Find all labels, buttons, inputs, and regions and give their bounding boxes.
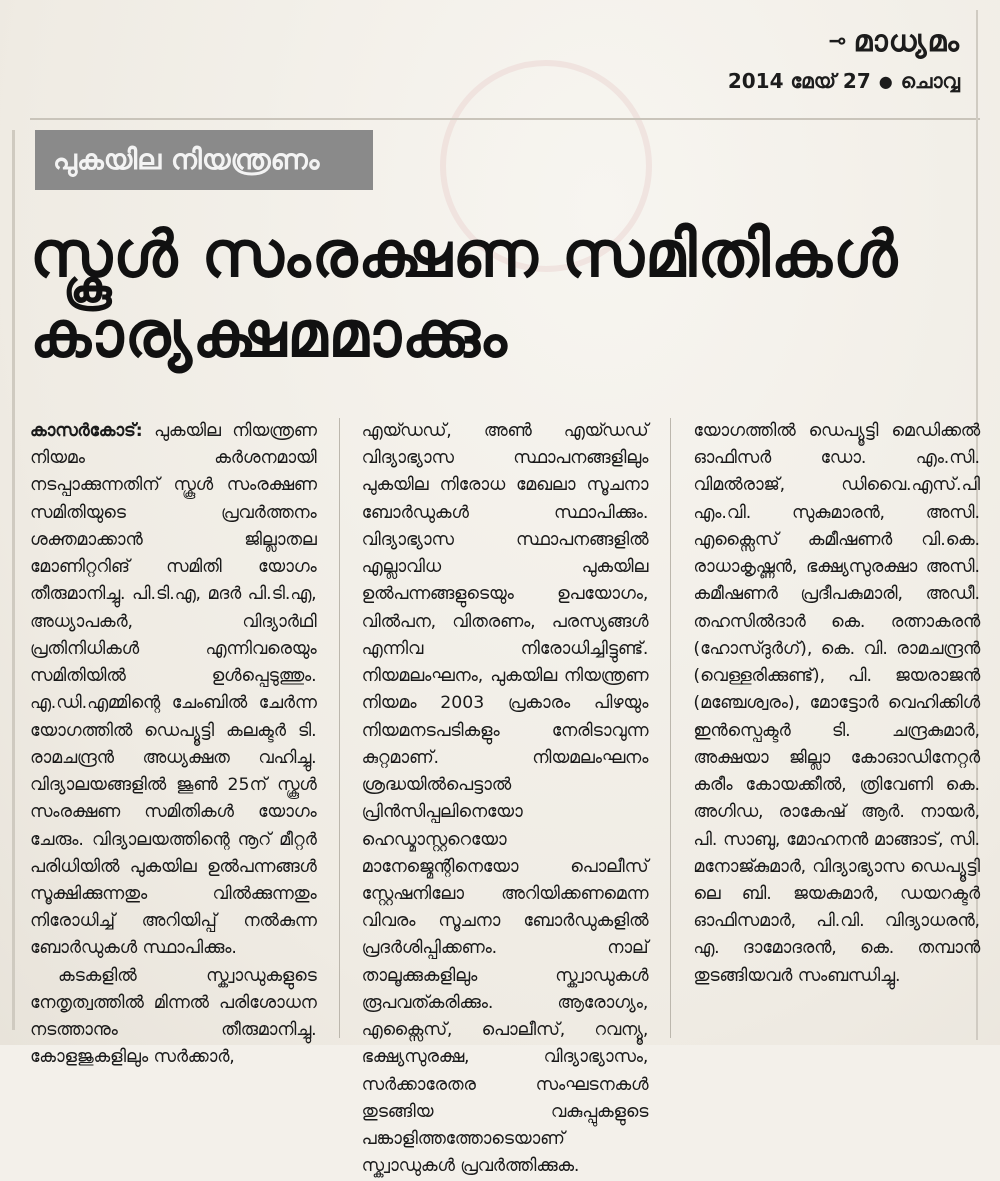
article-column-2: [361, 418, 649, 1177]
newspaper-brand: [728, 24, 960, 59]
bullet-icon: ●: [878, 71, 893, 91]
paragraph: [30, 418, 317, 963]
day-text: ചൊവ്വ: [900, 69, 960, 93]
article-column-1: [30, 418, 317, 1068]
paragraph: എയ്ഡഡ്, അൺ എയ്ഡഡ് വിദ്യാഭ്യാസ സ്ഥാപനങ്ങളിലും പുകയില നിരോധ മേഖലാ സൂചനാ ബോർഡുകൾ സ്ഥാപിക്കും. വിദ്യാഭ്യാസ സ്ഥാപനങ്ങളിൽ എല്ലാവിധ പുകയില ഉൽപന്നങ്ങളുടെയും ഉപയോഗം, വിൽപന, വിതരണം, പരസ്യങ്ങൾ എന്നിവ നിരോധിച്ചിട്ടുണ്ട്. നിയമലംഘനം, പുകയില നിയന്ത്രണ നിയമം 2003 പ്രകാരം പിഴയും നിയമനടപടികളും നേരിടാവുന്ന കുറ്റമാണ്. നിയമലംഘനം ശ്രദ്ധയിൽപെട്ടാൽ പ്രിൻസിപ്പലിനെയോ ഹെഡ്മാസ്റ്ററെയോ മാനേജ്മെന്റിനെയോ പൊലീസ് സ്റ്റേഷനിലോ അറിയിക്കണമെന്ന വിവരം സൂചനാ ബോർഡുകളിൽ പ്രദർശിപ്പിക്കണം. നാല് താലൂക്കുകളിലും സ്ക്വാഡുകൾ രൂപവത്കരിക്കും. ആരോഗ്യം, എക്സൈസ്, പൊലീസ്, റവന്യൂ, ഭക്ഷ്യസുരക്ഷ, വിദ്യാഭ്യാസം, സർക്കാരേതര സംഘടനകൾ തുടങ്ങിയ വകുപ്പുകളുടെ പങ്കാളിത്തത്തോടെയാണ് സ്ക്വാഡുകൾ പ്രവർത്തിക്കുക.: [361, 421, 649, 1177]
paragraph-text: പുകയില നിയന്ത്രണ നിയമം കർശനമായി നടപ്പാക്കുന്നതിന് സ്കൂൾ സംരക്ഷണ സമിതിയുടെ പ്രവർത്തനം ശക്തമാക്കാൻ ജില്ലാതല മോണിറ്ററിങ് സമിതി യോഗം തീരുമാനിച്ചു. പി.ടി.എ, മദർ പി.ടി.എ, അധ്യാപകർ, വിദ്യാർഥി പ്രതിനിധികൾ എന്നിവരെയും സമിതിയിൽ ഉൾപ്പെടുത്തും. എ.ഡി.എമ്മിന്റെ ചേംബിൽ ചേർന്ന യോഗത്തിൽ ഡെപ്യൂട്ടി കലക്ടർ ടി. രാമചന്ദ്രൻ അധ്യക്ഷത വഹിച്ചു. വിദ്യാലയങ്ങളിൽ ജൂൺ 25ന് സ്കൂൾ സംരക്ഷണ സമിതികൾ യോഗം ചേരും. വിദ്യാലയത്തിന്റെ നൂറ് മീറ്റർ പരിധിയിൽ പുകയില ഉൽപന്നങ്ങൾ സൂക്ഷിക്കുന്നതും വിൽക്കുന്നതും നിരോധിച്ച് അറിയിപ്പ് നൽകുന്ന ബോർഡുകൾ സ്ഥാപിക്കും.: [30, 421, 317, 959]
date-text: 2014 മേയ് 27: [727, 69, 871, 93]
dateline: കാസർകോട്:: [30, 421, 143, 441]
article-body: [30, 418, 981, 1177]
issue-date: [728, 69, 960, 93]
headline-line-2: കാര്യക്ഷമമാക്കും: [30, 298, 508, 372]
section-kicker: പുകയില നിയന്ത്രണം: [35, 130, 373, 190]
left-margin-rule: [12, 130, 15, 1030]
column-divider: [339, 418, 340, 1038]
article-column-3: [693, 418, 980, 1038]
pen-nib-icon: ⊸: [828, 29, 848, 54]
headline: [30, 215, 970, 375]
column-divider: [670, 418, 671, 1038]
brand-name: മാധ്യമം: [853, 24, 960, 59]
masthead: [728, 24, 960, 93]
paragraph: കടകളിൽ സ്ക്വാഡുകളുടെ നേതൃത്വത്തിൽ മിന്നൽ പരിശോധന നടത്താനും തീരുമാനിച്ചു. കോളജുകളിലും സർക്കാർ,: [30, 965, 317, 1068]
headline-line-1: സ്കൂൾ സംരക്ഷണ സമിതികൾ: [30, 218, 899, 292]
paragraph: യോഗത്തിൽ ഡെപ്യൂട്ടി മെഡിക്കൽ ഓഫിസർ ഡോ. എം.സി. വിമൽരാജ്, ഡിവൈ.എസ്.പി എം.വി. സുകുമാരൻ, അസി. എക്സൈസ് കമീഷണർ വി.കെ. രാധാകൃഷ്ണൻ, ഭക്ഷ്യസുരക്ഷാ അസി. കമീഷണർ പ്രദീപകുമാരി, അഡീ. തഹസിൽദാർ കെ. രത്നാകരൻ (ഹോസ്ദുർഗ്), കെ. വി. രാമചന്ദ്രൻ (വെള്ളരിക്കുണ്ട്), പി. ജയരാജൻ (മഞ്ചേശ്വരം), മോട്ടോർ വെഹിക്കിൾ ഇൻസ്പെക്ടർ ടി. ചന്ദ്രകുമാർ, അക്ഷയാ ജില്ലാ കോഓഡിനേറ്റർ കരീം കോയക്കീൽ, ത്രിവേണി കെ. അഗിഡ, രാകേഷ് ആർ. നായർ, പി. സാബു, മോഹനൻ മാങ്ങാട്, സി. മനോജ്കുമാർ, വിദ്യാഭ്യാസ ഡെപ്യൂട്ടി ലെ ബി. ജയകുമാർ, ഡയറക്ടർ ഓഫിസമാർ, പി.വി. വിദ്യാധരൻ, എ. ദാമോദരൻ, കെ. തമ്പാൻ തുടങ്ങിയവർ സംബന്ധിച്ചു.: [693, 421, 981, 986]
top-divider: [30, 118, 980, 120]
